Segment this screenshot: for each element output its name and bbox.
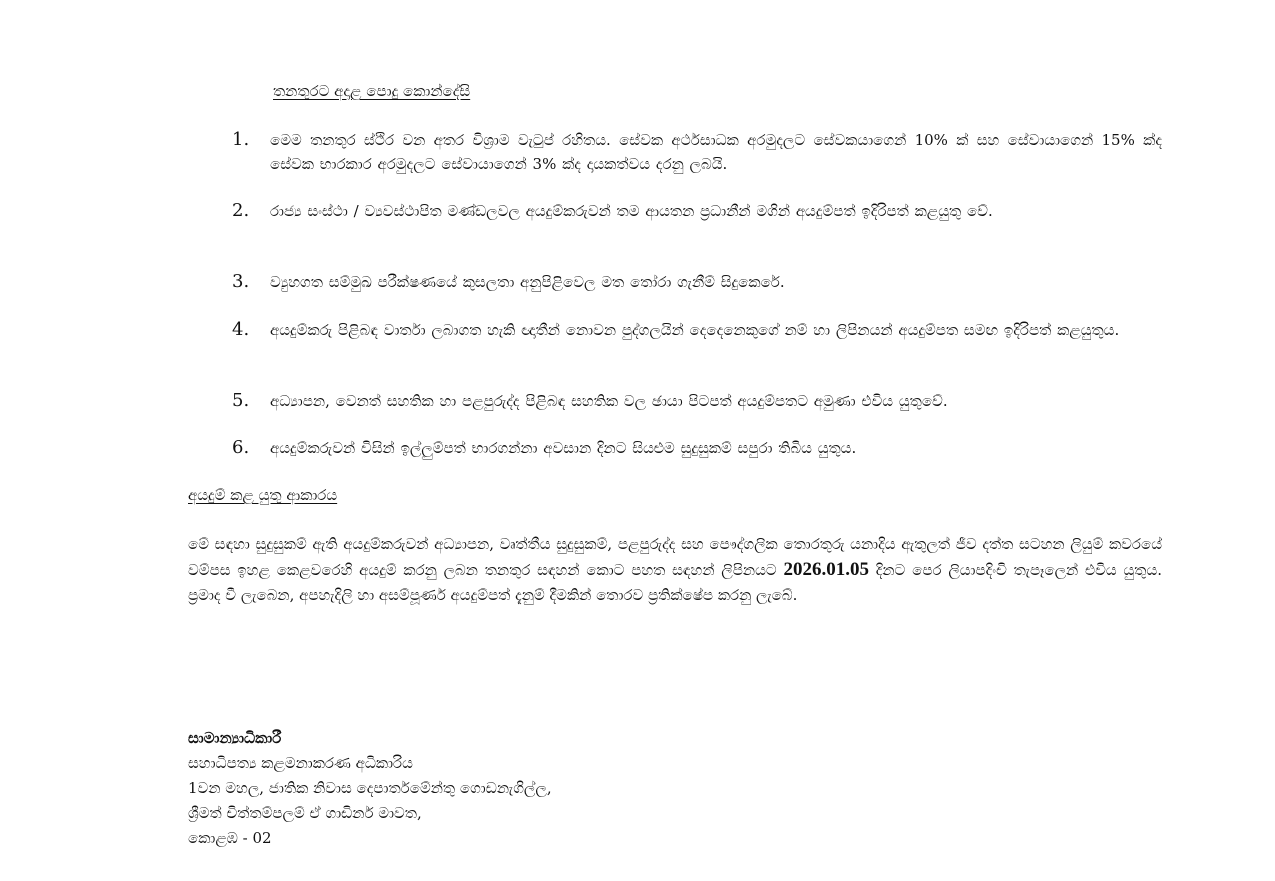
signature-title: සාමාන්‍යාධිකාරී bbox=[188, 729, 282, 747]
condition-number: 2. bbox=[232, 200, 250, 221]
application-text-before-date: මේ සඳහා සුදුසුකම් ඇති අයදුම්කරුවන් අධ්‍යාපන, වෘත්තීය සුදුසුකම්, පළපුරුද්ද සහ පෞද්ගලික තොරතුරු යනාදිය ඇතුලත් ජීව දත්ත සටහන ලියුම් කවරයේ වම්පස ඉහළ කෙළවරෙහි අයදුම් කරනු ලබන තනතුර සඳහන් කොට පහත සඳහන් ලිපිනයට bbox=[188, 535, 1162, 579]
signature-organization: සහාධිපත්‍ය කළමනාකරණ අධිකාරිය bbox=[188, 754, 413, 772]
conditions-heading: තනතුරට අදාළ පොදු කොන්දේසි bbox=[273, 82, 471, 100]
signature-address-line-1: 1වන මහල, ජාතික නිවාස දෙපාර්තමේන්තු ගොඩනැගිල්ල, bbox=[188, 779, 552, 797]
signature-block bbox=[188, 726, 552, 851]
condition-item-2 bbox=[232, 199, 1162, 223]
condition-text: අයදුම්කරු පිළිබඳ වාර්තා ලබාගත හැකි ඥාතීන් නොවන පුද්ගලයින් දෙදෙනෙකුගේ නම් හා ලිපිනයන් අයදුම්පත සමඟ ඉදිරිපත් කළයුතුය. bbox=[270, 321, 1120, 339]
condition-item-3 bbox=[232, 270, 1162, 294]
condition-number: 6. bbox=[232, 437, 250, 458]
condition-text: අයදුම්කරුවන් විසින් ඉල්ලුම්පත් භාරගන්නා අවසාන දිනට සියළුම සුදුසුකම් සපුරා තිබිය යුතුය. bbox=[270, 439, 857, 457]
signature-address-line-3: කොළඹ - 02 bbox=[188, 829, 272, 847]
condition-text: අධ්‍යාපන, වෙනත් සහතික හා පළපුරුද්ද පිළිබඳ සහතික වල ඡායා පිටපත් අයදුම්පතට අමුණා එවිය යුතුවේ. bbox=[270, 392, 948, 410]
condition-text: රාජ්‍ය සංස්ථා / ව්‍යවස්ථාපිත මණ්ඩලවල අයදුම්කරුවන් තම ආයතන ප්‍රධානීන් මගින් අයදුම්පත් ඉදිරිපත් කළයුතු වේ. bbox=[270, 202, 993, 220]
condition-number: 4. bbox=[232, 319, 250, 340]
condition-item-1 bbox=[232, 128, 1162, 176]
condition-item-4 bbox=[232, 318, 1162, 342]
condition-number: 3. bbox=[232, 271, 250, 292]
application-text-after-date: දිනට පෙර ලියාපදිංචි තැපෑලෙන් එවිය යුතුය. ප්‍රමාද වී ලැබෙන, අපහැදිලි හා අසම්පූර්ණ අයදුම්පත් දැනුම් දීමකින් තොරව ප්‍රතික්ෂේප කරනු ලැබේ. bbox=[188, 561, 1162, 604]
condition-number: 1. bbox=[232, 129, 250, 150]
condition-item-6 bbox=[232, 436, 1162, 460]
condition-text: ව්‍යුහගත සම්මුඛ පරීක්ෂණයේ කුසලතා අනුපිළිවෙල මත තෝරා ගැනීම් සිදුකෙරේ. bbox=[270, 273, 785, 291]
condition-number: 5. bbox=[232, 390, 250, 411]
application-deadline: 2026.01.05 bbox=[783, 559, 869, 580]
application-paragraph bbox=[188, 532, 1162, 608]
condition-item-5 bbox=[232, 389, 1162, 413]
condition-text: මෙම තනතුර ස්ථිර වන අතර විශ්‍රාම වැටුප් රහිතය. සේවක අර්ථසාධක අරමුදලට සේවකයාගෙන් 10% ක් සහ සේවායාගෙන් 15% ක්ද සේවක භාරකාර අරමුදලට සේවායාගෙන් 3% ක්ද දායකත්වය දරනු ලබයි. bbox=[270, 131, 1162, 173]
application-heading: අයදුම් කළ යුතු ආකාරය bbox=[188, 486, 338, 504]
signature-address-line-2: ශ්‍රීමත් චිත්තම්පලම් ඒ ගාඩිනර් මාවත, bbox=[188, 804, 422, 822]
